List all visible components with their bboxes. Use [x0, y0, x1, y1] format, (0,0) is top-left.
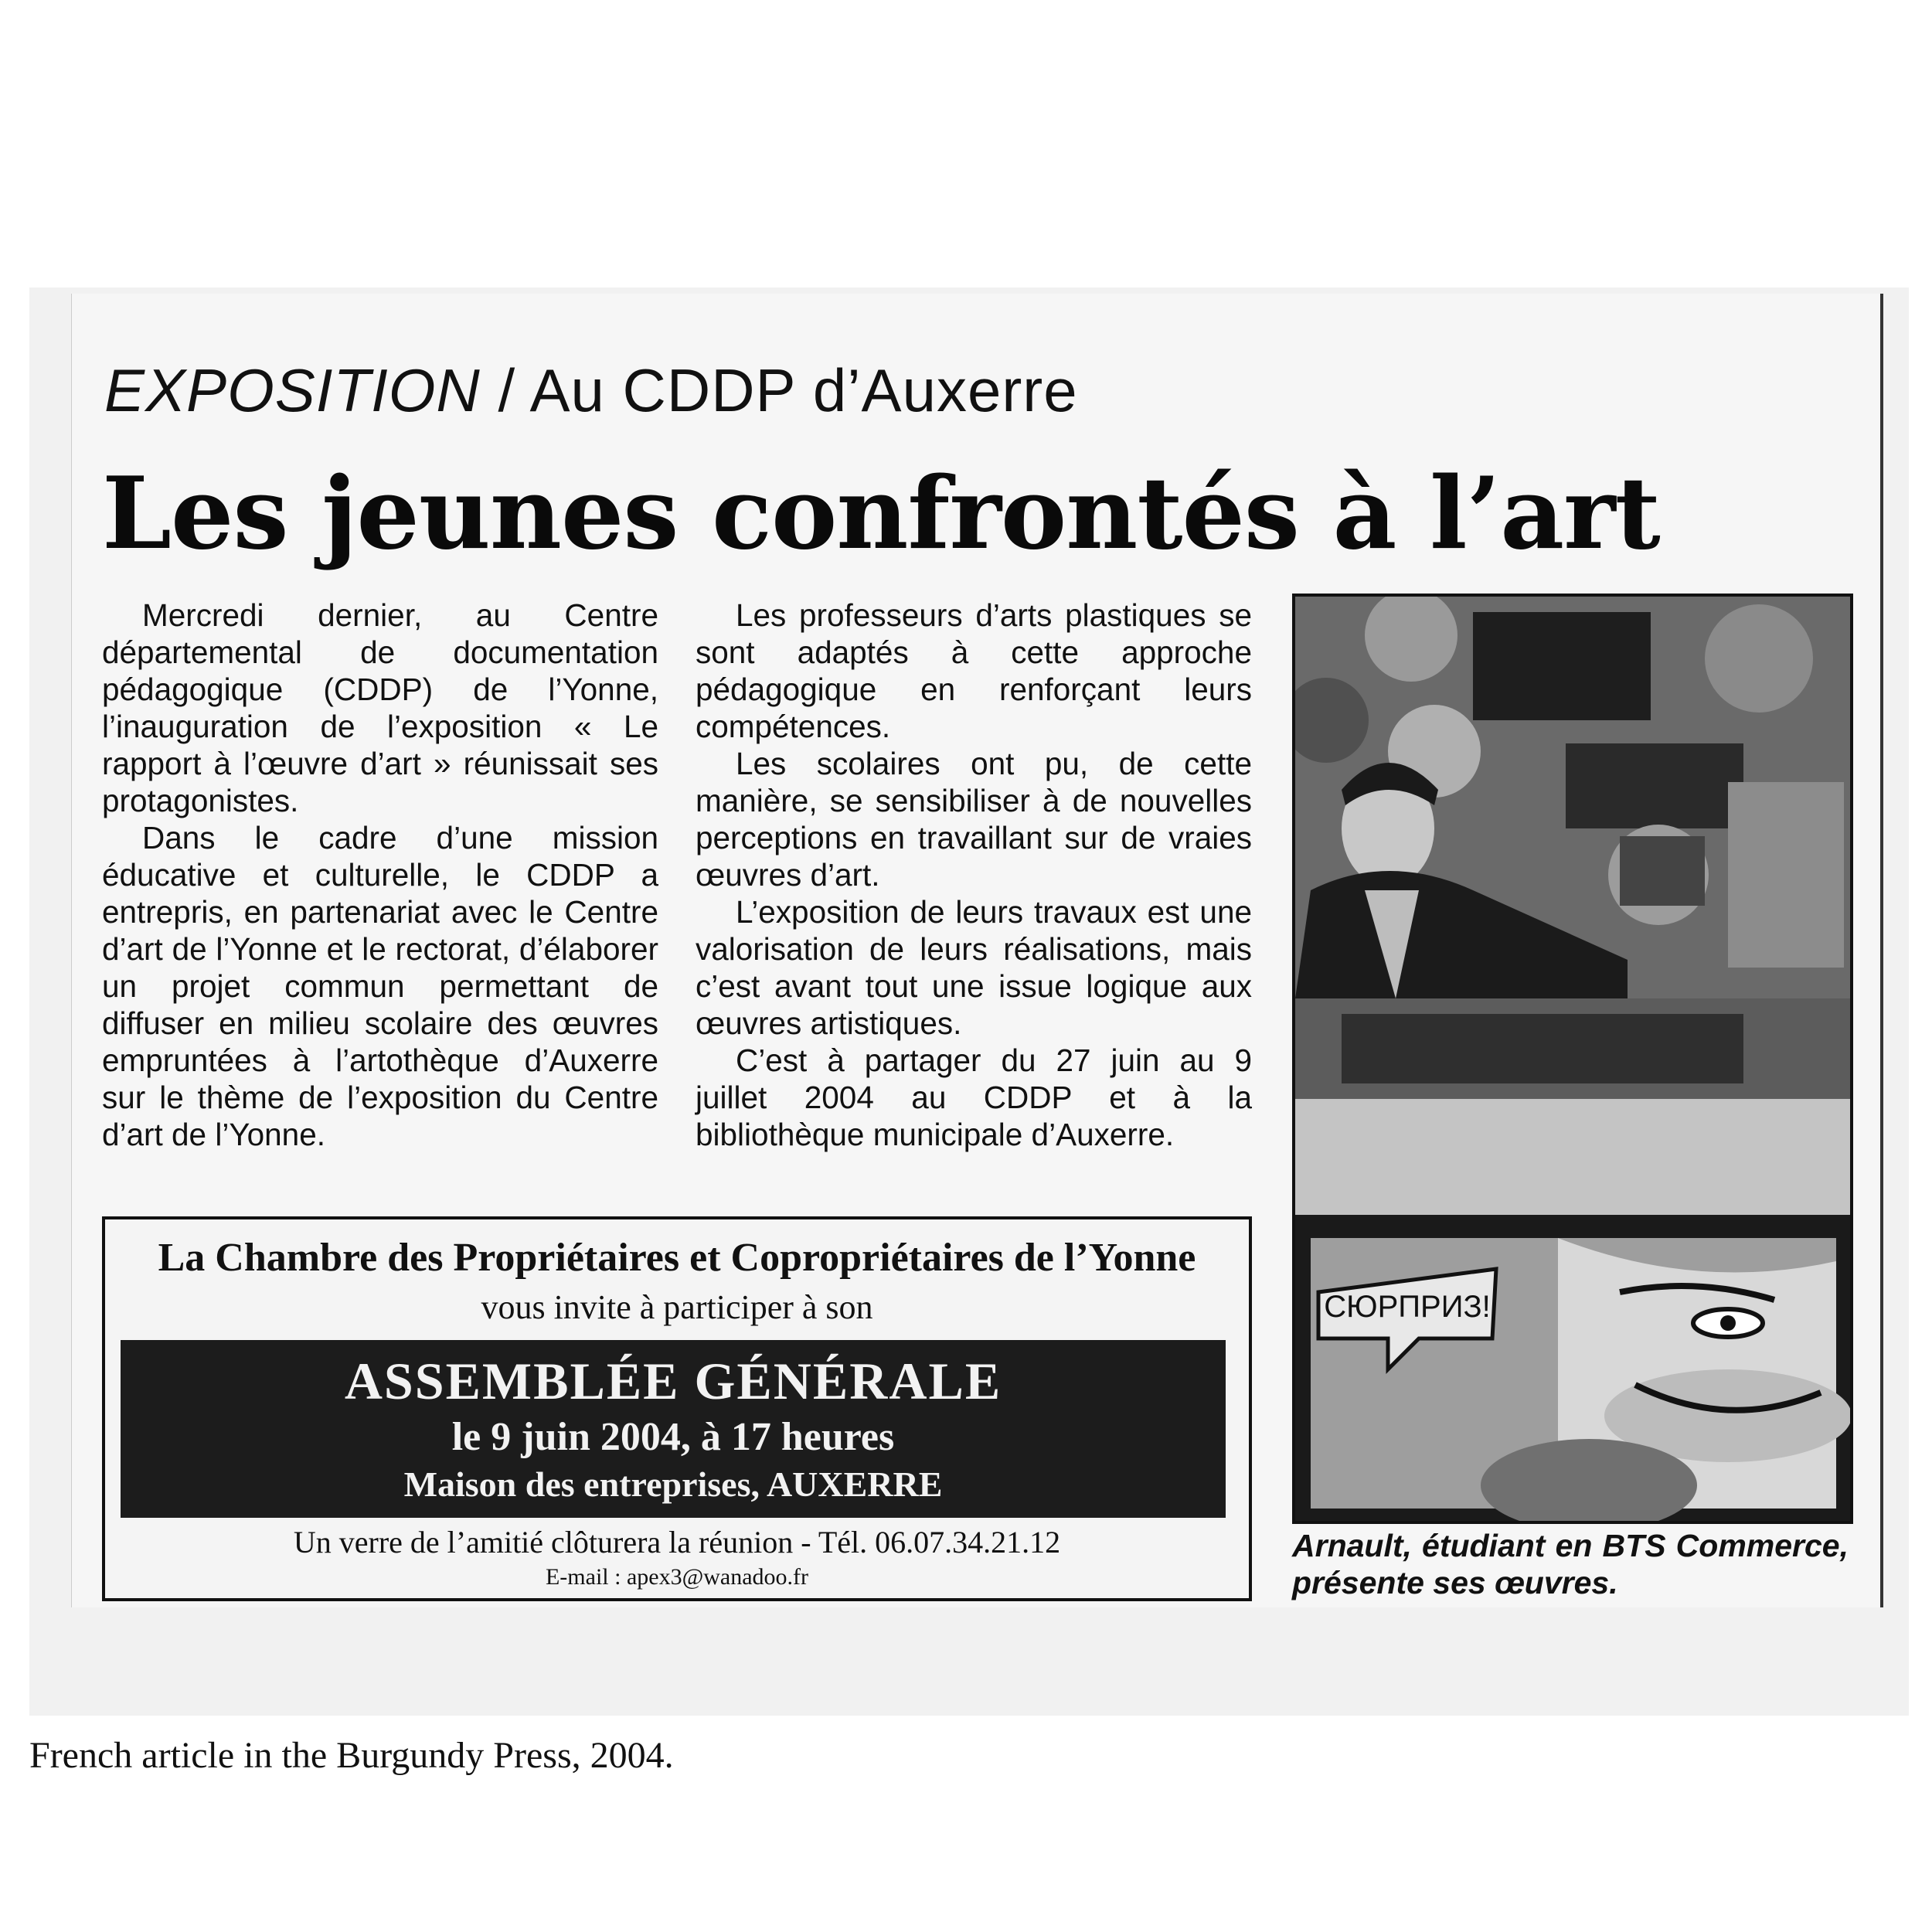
photo-caption: Arnault, étudiant en BTS Commerce, présente ses œuvres.	[1292, 1528, 1849, 1600]
article-kicker	[104, 355, 1078, 426]
article-paragraph: L’exposition de leurs travaux est une valorisation de leurs réalisations, mais c’est avant tout une issue logique aux œuvres artistiques.	[696, 894, 1252, 1041]
ad-event-title: ASSEMBLÉE GÉNÉRALE	[344, 1352, 1002, 1410]
photo-sign-text: СЮРПРИЗ!	[1324, 1290, 1491, 1324]
article-paragraph: Mercredi dernier, au Centre départemental de documentation pédagogique (CDDP) de l’Yonne, l’inauguration de l’exposition « Le rapport à l’œuvre d’art » réunissait ses protagonistes.	[102, 597, 658, 818]
article-column-2	[696, 597, 1252, 1153]
ad-organization: La Chambre des Propriétaires et Copropriétaires de l’Yonne	[158, 1236, 1196, 1280]
ad-footer: Un verre de l’amitié clôturera la réunion - Tél. 06.07.34.21.12	[293, 1525, 1061, 1560]
kicker-separator: /	[498, 356, 516, 424]
article-column-1	[102, 597, 658, 1153]
ad-event-band	[121, 1340, 1226, 1518]
advertisement-box	[102, 1216, 1252, 1601]
ad-event-date: le 9 juin 2004, à 17 heures	[451, 1415, 895, 1459]
article-paragraph: C’est à partager du 27 juin au 9 juillet 2004 au CDDP et à la bibliothèque municipale d’Auxerre.	[696, 1043, 1252, 1152]
kicker-category: EXPOSITION	[104, 356, 481, 424]
ad-email: E-mail : apex3@wanadoo.fr	[545, 1564, 808, 1590]
article-paragraph: Dans le cadre d’une mission éducative et culturelle, le CDDP a entrepris, en partenariat avec le Centre d’art de l’Yonne et le rectorat, d’élaborer un projet commun permettant de diffuser en milieu scolaire des œuvres empruntées à l’artothèque d’Auxerre sur le thème de l’exposition du Centre d’art de l’Yonne.	[102, 820, 658, 1152]
document-caption: French article in the Burgundy Press, 2004.	[29, 1735, 674, 1776]
photo-illustration	[1295, 597, 1850, 1521]
kicker-place: Au CDDP d’Auxerre	[529, 356, 1078, 424]
article-photo	[1292, 594, 1853, 1524]
article-paragraph: Les scolaires ont pu, de cette manière, se sensibiliser à de nouvelles perceptions en travaillant sur de vraies œuvres d’art.	[696, 746, 1252, 893]
ad-event-venue: Maison des entreprises, AUXERRE	[403, 1464, 943, 1504]
article-headline: Les jeunes confrontés à l’art	[102, 456, 1660, 572]
ad-invite: vous invite à participer à son	[481, 1288, 873, 1326]
article-paragraph: Les professeurs d’arts plastiques se sont adaptés à cette approche pédagogique en renforçant leurs compétences.	[696, 597, 1252, 744]
